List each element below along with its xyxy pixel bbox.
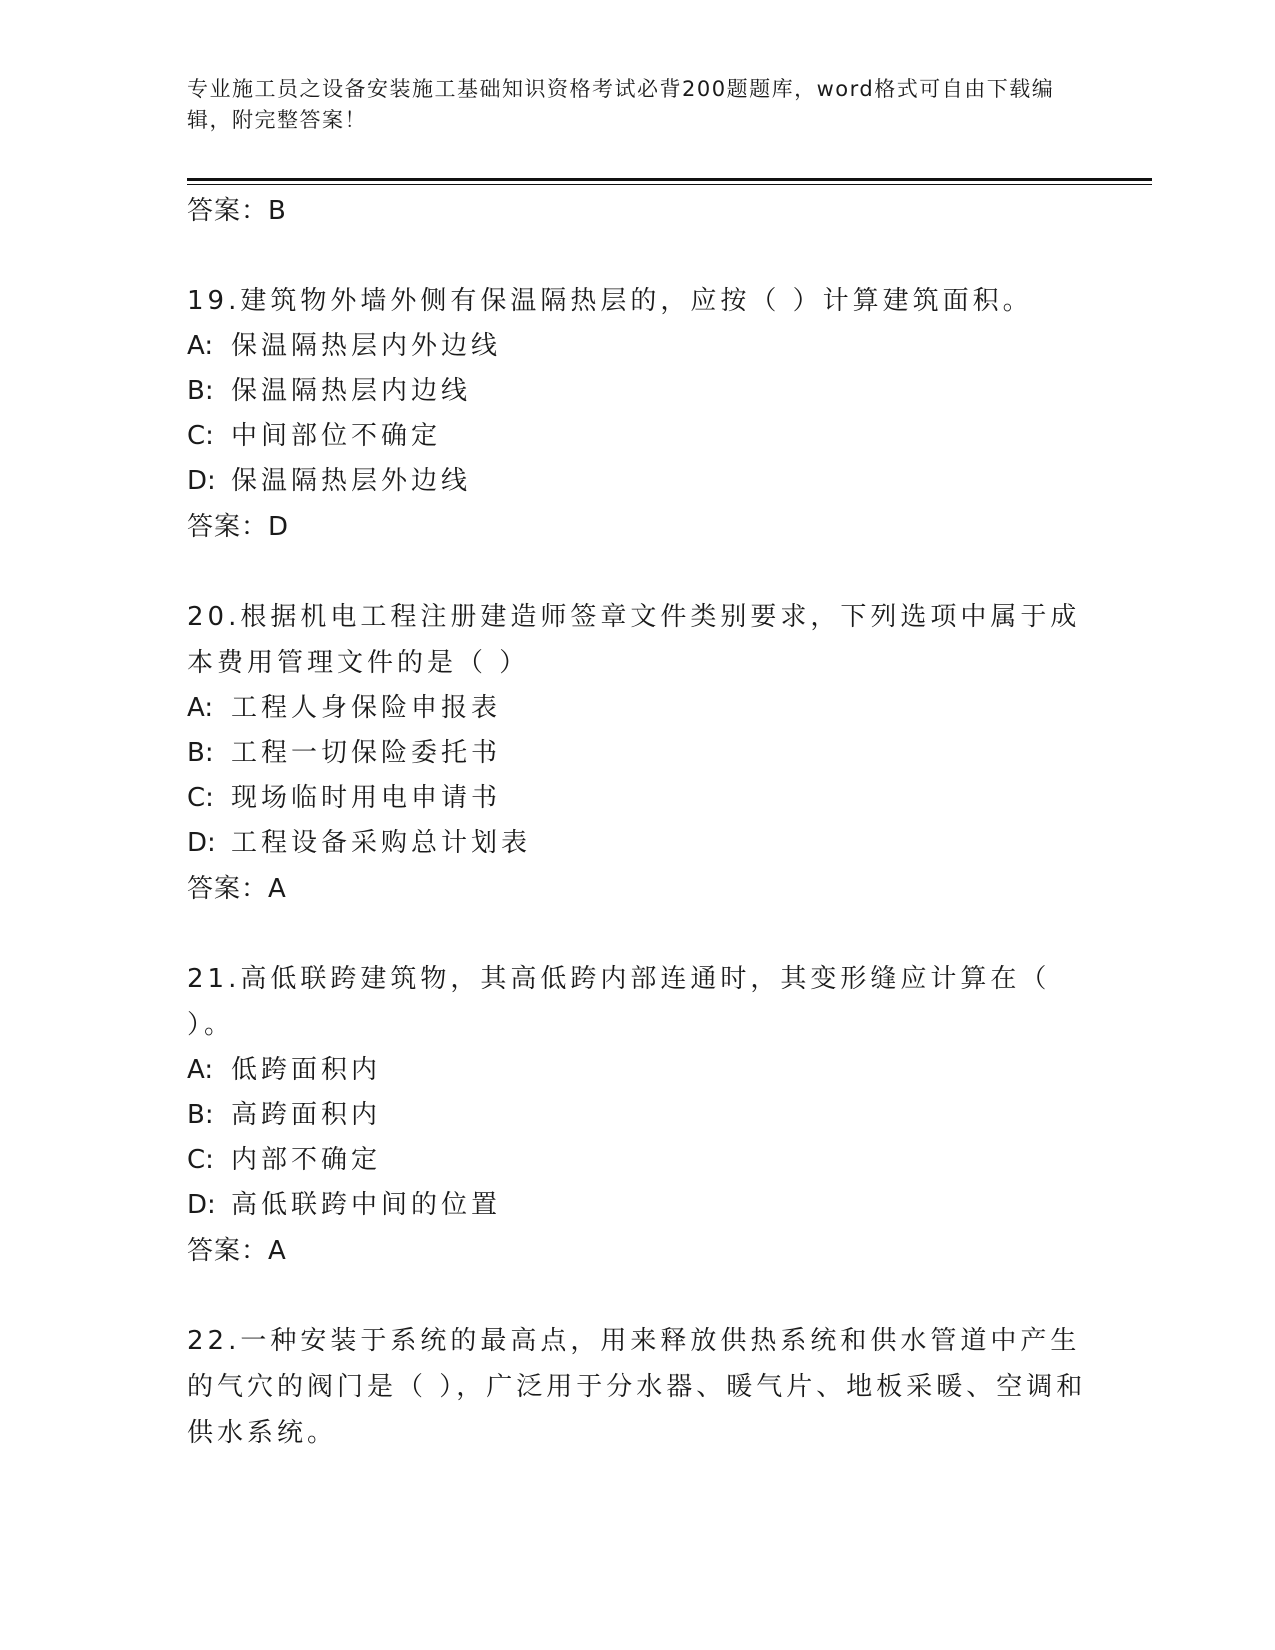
- option-text: 现场临时用电申请书: [231, 783, 502, 813]
- question-21-option-c: [187, 1138, 1087, 1183]
- option-letter: D:: [187, 828, 216, 858]
- option-letter: A:: [187, 331, 214, 361]
- option-letter: D:: [187, 466, 216, 496]
- answer-20: 答案：A: [187, 874, 287, 904]
- question-21-text: 21.高低联跨建筑物，其高低跨内部连通时，其变形缝应计算在（ ）。: [187, 964, 1051, 1040]
- option-text: 保温隔热层内边线: [231, 376, 472, 406]
- option-text: 中间部位不确定: [231, 421, 442, 451]
- option-letter: A:: [187, 1055, 214, 1085]
- option-letter: C:: [187, 421, 214, 451]
- option-text: 工程人身保险申报表: [231, 693, 502, 723]
- question-22-text: 22.一种安装于系统的最高点，用来释放供热系统和供水管道中产生的气穴的阀门是（ ），广泛用于分水器、暖气片、地板采暖、空调和供水系统。: [187, 1326, 1087, 1448]
- option-text: 保温隔热层外边线: [231, 466, 472, 496]
- question-19-option-b: [187, 369, 1087, 414]
- option-letter: A:: [187, 693, 214, 723]
- question-19-option-a: [187, 324, 1087, 369]
- question-20-option-a: [187, 686, 1087, 731]
- option-letter: C:: [187, 783, 214, 813]
- option-text: 高低联跨中间的位置: [231, 1190, 502, 1220]
- question-21-option-b: [187, 1093, 1087, 1138]
- option-text: 工程一切保险委托书: [231, 738, 502, 768]
- answer-18: 答案：B: [187, 196, 287, 226]
- question-20-option-c: [187, 776, 1087, 821]
- option-text: 保温隔热层内外边线: [231, 331, 502, 361]
- question-20-text: 20.根据机电工程注册建造师签章文件类别要求，下列选项中属于成本费用管理文件的是（ ）: [187, 602, 1081, 678]
- question-19-option-c: [187, 414, 1087, 459]
- question-20-option-b: [187, 731, 1087, 776]
- question-content: [187, 188, 1087, 1456]
- option-text: 内部不确定: [231, 1145, 382, 1175]
- question-20-option-d: [187, 821, 1087, 866]
- question-19-text: 19.建筑物外墙外侧有保温隔热层的，应按（ ）计算建筑面积。: [187, 286, 1033, 316]
- header-divider-thick: [187, 178, 1152, 181]
- question-19-option-d: [187, 459, 1087, 504]
- question-21-option-a: [187, 1048, 1087, 1093]
- answer-19: 答案：D: [187, 512, 290, 542]
- header-divider-thin: [187, 184, 1152, 185]
- option-text: 工程设备采购总计划表: [231, 828, 532, 858]
- option-text: 高跨面积内: [231, 1100, 382, 1130]
- option-text: 低跨面积内: [231, 1055, 382, 1085]
- document-header: 专业施工员之设备安装施工基础知识资格考试必背200题题库，word格式可自由下载编辑，附完整答案！: [187, 77, 1055, 132]
- answer-21: 答案：A: [187, 1236, 287, 1266]
- option-letter: D:: [187, 1190, 216, 1220]
- option-letter: B:: [187, 376, 214, 406]
- option-letter: B:: [187, 1100, 214, 1130]
- question-21-option-d: [187, 1183, 1087, 1228]
- option-letter: B:: [187, 738, 214, 768]
- option-letter: C:: [187, 1145, 214, 1175]
